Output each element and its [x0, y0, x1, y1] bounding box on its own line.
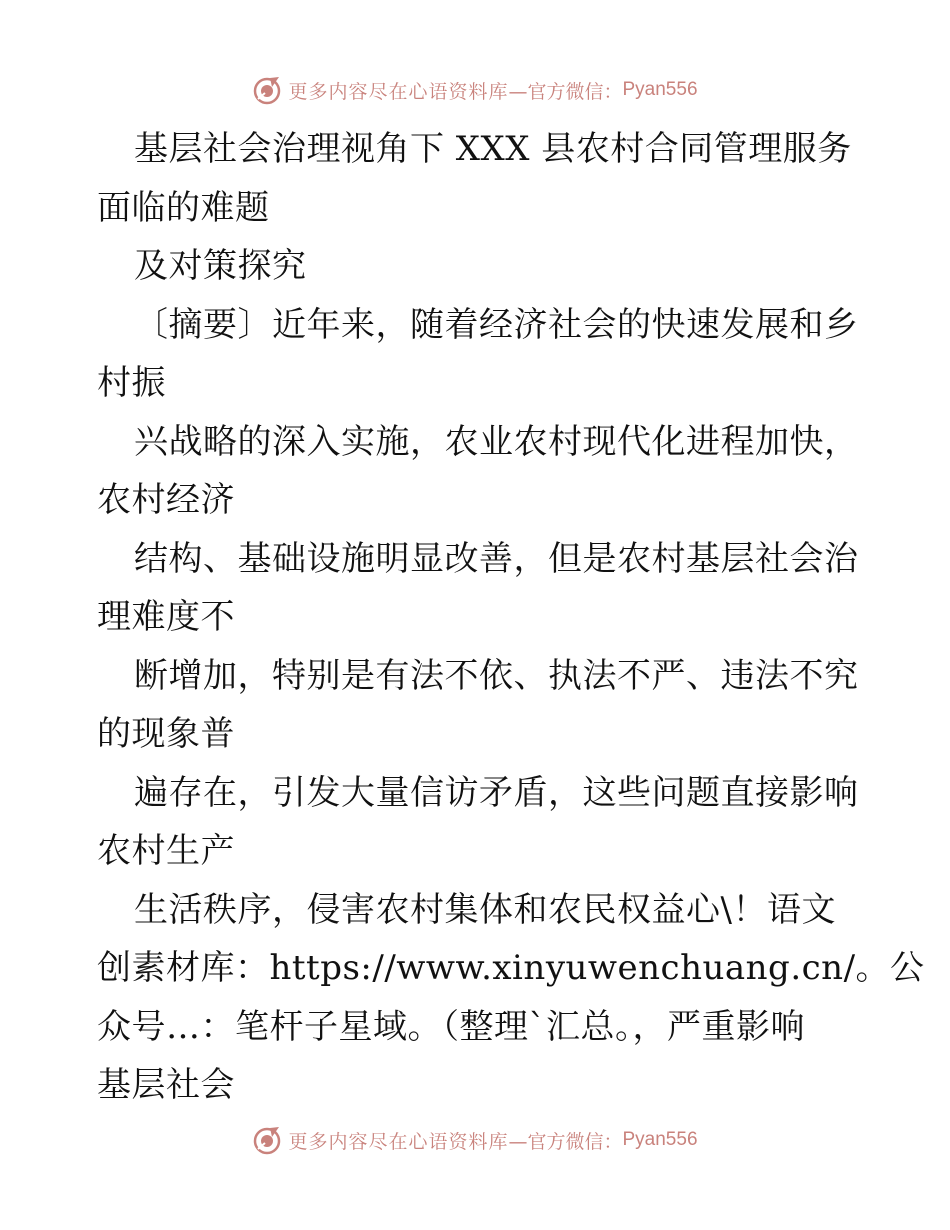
paragraph-line: 生活秩序，侵害农村集体和农民权益心\！语文 [134, 889, 836, 930]
paragraph-line: 断增加，特别是有法不依、执法不严、违法不究 [134, 655, 859, 696]
footer-watermark-banner [0, 1120, 950, 1160]
paragraph-line: 众号…：笔杆子星域。（整理`汇总。，严重影响 [97, 1006, 805, 1047]
paragraph-line: 农村经济 [97, 480, 235, 520]
banner-separator: —官方微信： [508, 80, 623, 103]
paragraph-line: 村振 [97, 363, 166, 403]
banner-wechat-id: Pyan556 [622, 79, 698, 100]
paragraph-line: 〔摘要〕近年来，随着经济社会的快速发展和乡 [134, 304, 859, 345]
banner-wechat-id: Pyan556 [622, 1129, 698, 1150]
document-body [97, 120, 925, 1115]
paragraph-line: 结构、基础设施明显改善，但是农村基层社会治 [134, 538, 859, 579]
paragraph-line: 创素材库：https://www.xinyuwenchuang.cn/。公 [97, 948, 925, 988]
header-watermark-banner [0, 70, 950, 110]
paragraph-line: 基层社会 [97, 1065, 235, 1105]
title-line: 基层社会治理视角下 XXX 县农村合同管理服务 [134, 129, 852, 169]
banner-separator: —官方微信： [508, 1130, 623, 1153]
banner-title: 更多内容尽在心语资料库 [288, 80, 509, 103]
paragraph-line: 的现象普 [97, 714, 235, 754]
paragraph-line: 农村生产 [97, 831, 235, 871]
title-line: 面临的难题 [97, 187, 270, 228]
paragraph-line: 兴战略的深入实施，农业农村现代化进程加快， [134, 421, 859, 462]
banner-title: 更多内容尽在心语资料库 [288, 1130, 509, 1153]
quill-seal-logo-icon [252, 75, 282, 105]
title-line: 及对策探究 [134, 246, 307, 286]
paragraph-line: 理难度不 [97, 597, 235, 637]
paragraph-line: 遍存在，引发大量信访矛盾，这些问题直接影响 [134, 772, 859, 813]
quill-seal-logo-icon [252, 1125, 282, 1155]
